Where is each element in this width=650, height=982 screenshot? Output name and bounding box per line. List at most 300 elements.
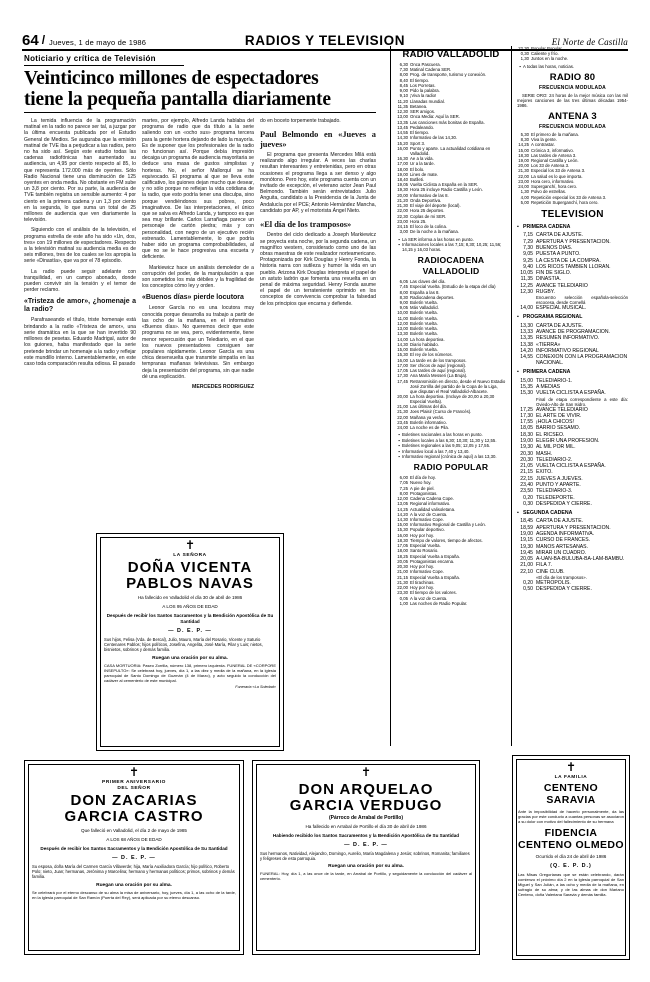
tv-item [517,457,628,463]
bullet-icon: ▪ [398,443,400,449]
station-note [396,438,506,443]
tv-item [517,239,628,245]
tv-item [517,444,628,450]
cross-icon: ✝ [360,765,372,779]
tv-time: 19,30 [520,543,533,550]
tv-channel-heading [517,369,628,375]
tv-item [517,488,628,494]
schedule-time: 9,00 [399,300,408,306]
schedule-program: Informativo de las 8. [410,192,449,198]
tv-program: FIN DE SIGLO. [536,270,572,277]
tv-time: 22,10 [520,568,533,575]
schedule-program: Onda Deportiva. [410,197,442,203]
schedule-program: Las canciones más bonitas de España. [410,119,485,125]
schedule-time: 15,30 [397,527,408,533]
tv-time: 14,20 [520,347,533,354]
schedule-program: Hoy por hoy. [410,532,435,538]
tv-program: DESPEDIDA Y CIERRE. [536,586,592,593]
schedule-program: Protagonistas. [410,490,438,496]
schedule-time: 6,30 [399,62,408,67]
schedule-program: SER amigos. [410,109,436,115]
schedule-time: 17,00 [397,362,408,368]
radio-80-subtitle: FRECUENCIA MODULADA [539,84,606,91]
tv-program: TELEDIARIO-3. [536,488,573,495]
channel-name: SEGUNDA CADENA [523,509,573,516]
schedule-time: 22,00 [397,414,408,420]
article-subheading: Paul Belmondo en «Jueves a jueves» [260,130,376,149]
schedule-time: 14,00 [397,336,408,342]
tv-program: AGENDA INFORMATIVA. [536,530,595,537]
schedule-time: 18,00 [397,548,408,554]
tv-time: 0,20 [523,580,533,587]
radio-listings-column [396,46,506,606]
section-title: RADIOS Y TELEVISION [244,33,406,48]
tv-program: BARRIO SESAMO. [536,425,581,432]
article-paragraph: Dentro del ciclo dedicado a Joseph Markiewicz se proyecta esta noche, por la segunda cadena, un magnífico western, considerado como uno de las obras maestras de este realizador norteamericano. Protagonizada por Kirk Douglas y Henry Fonda, la historia narra con sutileza y humor la vida en un pueblo. Arizona Kirk Douglas interpreta el papel de un astuto ladrón que fomenta una revuelta en un penal de máxima seguridad. Henry Fonda asume el papel de un terrateniente oprimido en los conceptos de convivencia comprobar la falsedad de los principios que encarna y defiende. [260,232,376,307]
tv-item [517,329,628,335]
schedule-program: Especial los 33 de Antena 3. [531,168,586,174]
schedule-program: Retransmisión en directo, desde el Nuevo Estadio José Zorrilla del partido de la Copa de la Liga, que disputan el Real Valladolid-Albacete. [410,378,506,394]
schedule-program: Informativo Cope. [410,516,444,522]
schedule-program: Betanea. [410,103,428,109]
tv-program: CONEXION CON LA PROGRAMACION NACIONAL. [536,354,628,367]
article-byline: MERCEDES RODRIGUEZ [192,383,254,390]
tv-time: 7,15 [523,232,533,239]
tv-program: «TIERRA» [536,341,561,348]
tv-item [517,342,628,348]
obit-death-line: Ha fallecido en Arrabal de Portillo el día 30 de abril de 1986 [305,824,427,829]
tv-item [517,407,628,413]
schedule-program: Hora 25 incluye Radio Castilla y León. [410,187,483,193]
schedule-time: 20,00 [397,192,408,198]
tv-program: ESPECIAL MUSICAL. [536,305,587,312]
tv-time: 9,40 [523,263,533,270]
tv-program: CINE CLUB. [536,568,565,575]
tv-time: 9,25 [523,257,533,264]
tv-program-detail: Final de etapa correspondiente a este día: Oviedo-Alto de San Isidro. [536,396,628,407]
schedule-time: 17,05 [397,368,408,374]
article-column-2 [142,118,254,390]
obit-family: Sus hijos, Felisa (Vda. de Bercal), Julio, Mauro, María del Rosario, Vicente y Saturio Centenares Pablos; hijos políticos, Josefina, Angelita, José María, Pilar y Luis; nietos, bisnietos, sobrinos y demás familia. [104,637,263,653]
station-title-radiocadena-1: RADIOCADENA [417,255,485,266]
schedule-time: 15,00 [518,147,529,153]
schedule-item [396,146,506,156]
article-paragraph: Leonor García no es una locutora muy conocida porque desarrolla su trabajo a partir de las ocho de la mañana, en el informativo «Buenos días». No queremos decir que este programa no se vea, pero, evidentemente, tiene menor repercusión que un Telediario, en el que los nuevos presentadores consiguen ser populares rápidamente. Leonor García es una chica desenvuelta que transmite simpatía en las tempranas mañanas televisivas. Sin embargo deja la presentación del programa, sin que nadie dé una explicación. [142,305,254,380]
tv-program: APERTURA Y PRESENTACION. [536,238,611,245]
tv-time: 18,30 [520,431,533,438]
tv-program: LOS RICOS TAMBIEN LLORAN. [536,263,611,270]
antena-3-subtitle: FRECUENCIA MODULADA [539,123,606,130]
schedule-program: Boletín Vuelta. [410,347,438,353]
obituary-notice-vicenta [96,533,284,751]
cross-icon: ✝ [128,765,140,779]
station-note [396,443,506,448]
schedule-program: El tirachinas. [410,579,435,585]
schedule-time: 12,00 [397,496,408,502]
schedule-program: Popular deportivo. [410,527,445,533]
tv-time: 7,29 [523,238,533,245]
schedule-item [396,394,506,404]
station-title-radiocadena-2: VALLADOLID [422,266,480,277]
article-paragraph: martes, por ejemplo, Alfredo Landa hablaba del programa de radio que da título a la serie saliendo con un «ocho sus» programa tercera para la gente hortera dejando de lado la mayoría. Es de suponer que los profesionales de la radio no funcionan así. Porque debía impresión decaiga un programa de audiencia mayoritaria se deduce una masa de gustos simplistas y horteras. No, el señor Mallorquí se ha equivocado. El programa al que se lleva este calificativo, los guiones dejan mucho que desear, y no sólo porque no reflejan la vida cotidiana de la radio, que esto podría tener una disculpa, sino porque vendiéndonos sus pobres, poco imaginativos. De las interpretaciones, el único que se salva es Alfredo Landa, y tampoco es que sea muy brillante. Carlos Larrañaga parece un personaje de cartón piedra; más y con personalidad, con negro de un ejecutivo recién estrenado. Lamentablemente, lo que podría haber sido un programa comprobabilidades, al que no se le hace progresiva una escueta y deficiente. [142,118,254,261]
tv-item [517,544,628,550]
schedule-time: 20,30 [397,564,408,570]
schedule-time: 14,25 [397,506,408,512]
tv-time: 9,05 [523,251,533,258]
bullet-icon: ▪ [517,314,519,321]
article-paragraph: do en boceto torpemente trabajado. [260,118,341,124]
tv-program-detail: «El día de los tramposos». [536,575,587,581]
tv-time: 18,05 [520,425,533,432]
bullet-icon: ▪ [517,369,519,376]
tv-program: TELEDEPORTE. [536,494,575,501]
obituary-notice-arquelao [252,760,480,955]
station-note [396,454,506,459]
schedule-time: 10,00 [397,310,408,316]
schedule-time: 1,30 [520,189,529,195]
station-note [396,242,506,252]
tv-program: METROPOLIS. [536,580,571,587]
schedule-time: 11,20 [397,98,408,104]
schedule-program: Más Valladolid. [410,305,439,311]
tv-time: 22,15 [520,475,533,482]
tv-program: PUESTA A PUNTO. [536,251,581,258]
schedule-program: Ur a la tarde. [410,161,435,167]
schedule-program: El tiempo. [410,77,430,83]
station-title-radio-80: RADIO 80 [549,71,596,83]
tv-item [517,432,628,438]
schedule-program: Hora cero, informativo. [531,178,575,184]
obituary-notice-centeno [512,755,630,960]
schedule-program: Boletín informativo. [410,419,447,425]
tv-item [517,469,628,475]
schedule-time: 23,45 [397,419,408,425]
schedule-program: Hora 25. [410,218,427,224]
obit-sacraments: Después de recibir los Santos Sacramentos y la Bendición Apostólica de Su Santidad [40,846,228,851]
schedule-program: Boletín Vuelta. [410,310,438,316]
schedule-program: El viaje del deporte (local). [410,203,461,209]
tv-item [517,413,628,419]
note-text: Boletines nacionales a las horas en punto. [402,432,483,438]
schedule-item [517,200,628,205]
schedule-program: El primero de la mañana. [531,131,580,137]
schedule-time: 5,30 [520,131,529,137]
tv-program: INFORMATIVO REGIONAL [536,347,599,354]
tv-time: 17,55 [520,419,533,426]
obit-prefix: LA SEÑORA [173,553,207,558]
tv-time: 13,33 [520,329,533,336]
obit-parish: (Párroco de Arrabal de Portillo) [329,815,403,821]
tv-time: 14,00 [520,305,533,312]
schedule-program: Matinal Cadena SER. [410,67,452,73]
schedule-program: Hora 25 deportes. [410,208,445,214]
schedule-program: Especial Vuelta. [410,543,441,549]
tv-item [517,348,628,354]
schedule-program: Joes Plaisir (Curso de Francés). [410,409,472,415]
schedule-program: Diario hablado. [410,341,439,347]
schedule-time: 13,00 [397,326,408,332]
tv-program: CARTA DE AJUSTE. [536,322,584,329]
tv-program: AL MIL POR MIL. [536,444,576,451]
schedule-time: 8,00 [399,72,408,78]
tv-program: VUELTA CICLISTA A ESPAÑA. [536,390,606,397]
tv-program: EL RICSEO. [536,431,565,438]
schedule-program: La hora deportiva. [410,336,445,342]
tv-program: AVANCE TELEDIARIO [536,406,588,413]
schedule-time: 19,00 [518,158,529,164]
schedule-item [396,425,506,430]
obit-sacraments: Habiendo recibido los Santos Sacramentos y la Bendición Apostólica de Su Santidad [272,833,460,838]
obit-prefix-line-2: DEL SEÑOR [117,786,151,791]
schedule-time: 18,30 [397,537,408,543]
schedule-time: 14,30 [397,135,408,141]
tv-program: TELEDIARIO-1. [536,377,573,384]
schedule-program: Llanadas mundial. [410,98,445,104]
schedule-time: 6,05 [399,279,408,285]
schedule-program: Sport 3. [410,140,426,146]
schedule-program: Boletín Vuelta. [410,331,438,337]
tv-item [517,525,628,531]
schedule-time: 20,00 [397,393,408,399]
schedule-program: Vuelta Ciclista a España en la SER. [410,182,479,188]
schedule-time: 16,00 [397,145,408,151]
schedule-program: Las claves del día. [410,279,446,285]
schedule-time: 18,30 [518,152,529,158]
schedule-program: Informativo Regional de Castilla y León. [410,522,486,528]
schedule-program: Onca Media: Aquí la SER. [410,114,460,120]
schedule-time: 24,00 [397,425,408,431]
schedule-time: 19,30 [397,187,408,193]
schedule-time: 21,30 [518,168,529,174]
tv-item [517,283,628,289]
tv-time: 19,00 [520,530,533,537]
obit-deceased-name-2: CENTENO OLMEDO [518,839,624,851]
obit-details: FUNERAL: Hoy, día 1, a las once de la tarde, en Arrabal de Portillo, y seguidamente la conducción del cadáver al cementerio. [260,871,472,882]
schedule-time: 9,05 [399,305,408,311]
tv-item [517,476,628,482]
tv-program: A MEDIAS [536,383,561,390]
obit-name-line-1: DON ZACARIAS [70,792,198,809]
schedule-time: 22,00 [397,208,408,214]
tv-time: 19,45 [520,549,533,556]
cross-icon: ✝ [184,538,196,552]
tv-item [517,425,628,431]
schedule-program: Boletín Vuelta. [410,326,438,332]
bullet-icon: ▪ [398,448,400,454]
tv-time: 15,00 [520,377,533,384]
channel-name: PRIMERA CADENA [523,369,571,376]
schedule-program: Radiocadena deportes. [410,294,455,300]
schedule-time: 15,00 [397,347,408,353]
headline-line-2: tiene la pequeña pantalla diariamente [24,89,331,110]
tv-time: 11,35 [520,276,533,283]
radio80-preceding-items [517,46,628,62]
obituary-notice-zacarias [24,760,244,955]
tv-time: 13,35 [520,335,533,342]
schedule-program: Prog. de transporte, turismo y conexión. [410,72,487,78]
schedule-time: 6,00 [399,475,408,481]
schedule-program: Las tardes de Antena 3. [531,152,577,158]
issue-date: Jueves, 1 de mayo de 1986 [49,38,147,47]
tv-program: CARTA DE AJUSTE. [536,518,584,525]
schedule-time: 7,30 [399,67,408,73]
schedule-time: 15,30 [397,352,408,358]
schedule-item [396,379,506,394]
obit-name-line-2: GARCIA VERDUGO [289,797,443,814]
obit-prayer: Ruegan una oración por su alma. [328,864,404,870]
station-note [517,64,628,69]
obit-deceased-name-1: FIDENCIA [544,827,598,839]
tv-item [517,264,628,270]
schedule-time: 4,00 [520,194,529,200]
schedule-time: 14,25 [518,142,529,148]
tv-time: 21,00 [520,562,533,569]
schedule-program: Regional informativo. [410,501,451,507]
tv-time: 12,30 [520,289,533,296]
tv-program: EXITO. [536,469,553,476]
schedule-time: 20,00 [518,163,529,169]
schedule-time: 16,00 [397,532,408,538]
tv-program: ¡HOLA CHICOS! [536,419,574,426]
tv-item [517,463,628,469]
schedule-item [517,56,628,61]
tv-item [517,354,628,366]
tv-time: 23,50 [520,488,533,495]
schedule-program: Repetición Superganchí, hora cero. [531,199,599,205]
tv-program-detail: Encuentro selección española-selección escocesa, desde Cornellá [536,295,628,306]
schedule-program: Butlleti. [410,176,425,182]
obit-family-name: CENTENO SARAVIA [543,782,599,806]
schedule-program: Santo Rosario. [410,548,439,554]
tv-item [517,451,628,457]
television-section-title: TELEVISION [541,208,604,220]
obit-name-line-1: DON ARQUELAO [298,781,434,798]
tv-item [517,251,628,257]
tv-time: 19,00 [520,437,533,444]
schedule-program: Especial Vuelta a España. [410,574,461,580]
schedule-time: 23,00 [518,178,529,184]
tv-time: 13,30 [520,322,533,329]
schedule-time: 9,00 [399,88,408,94]
schedule-program: La hora deportiva. (Incluye de 20,00 a 20,30 Especial Vuelta). [410,393,495,404]
schedule-program: Pido la palabra. [410,88,440,94]
tv-time: 19,15 [520,537,533,544]
tv-item [517,390,628,396]
schedule-time: 15,00 [397,522,408,528]
obit-funeral-home: Funeraria «La Soledad» [235,684,276,689]
station-title-radio-popular: RADIO POPULAR [413,462,489,473]
article-paragraph: La radio puede seguir adelante con tranquilidad, en un campo abonado, donde pueden convivir sin la tensión y el temor de perder reclamo. [24,268,136,294]
schedule-time: 17,00 [397,161,408,167]
article-column-1 [24,118,136,371]
article-headline [24,68,376,110]
schedule-time: 16,00 [397,357,408,363]
schedule-time: 13,35 [397,119,408,125]
schedule-time: 18,25 [397,553,408,559]
tv-time: 15,30 [520,390,533,397]
tv-program: DESPEDIDA Y CIERRE. [536,500,592,507]
schedule-program: Especial Vuelta a España. [410,553,461,559]
bullet-icon: ▪ [519,63,521,69]
tv-item [517,495,628,501]
radiopopular-schedule [396,475,506,606]
article-subheading: «Tristeza de amor», ¿homenaje a la radio? [24,298,136,314]
tv-item [517,232,628,238]
obit-name-line-2: GARCIA CASTRO [64,808,204,825]
schedule-time: 13,30 [397,331,408,337]
schedule-program: El tiempo. [410,130,430,136]
obit-dep: — D. E. P. — [168,628,212,634]
radiocadena-schedule [396,279,506,430]
tv-item [517,438,628,444]
tv-program: JUEVES A JUEVES. [536,475,583,482]
tv-program: A-UAN-BA-BULUBA-BA-LAM-BAMBU. [536,556,625,563]
schedule-time: 14,55 [397,130,408,136]
channel-name: PRIMERA CADENA [523,223,571,230]
tv-program: FILA 7. [536,562,553,569]
obit-sacraments: Después de recibir los Santos Sacramentos y la Bendición Apostólica de Su Santidad [106,613,274,624]
schedule-time: 8,00 [399,289,408,295]
schedule-time: 8,30 [399,294,408,300]
note-text: Boletines regionales a las 9,05; 12,05 y 17,55. [402,443,491,449]
tv-time: 21,15 [520,469,533,476]
schedule-time: 7,45 [399,284,408,290]
schedule-program: El tiempo de los valores. [410,590,457,596]
schedule-time: 20,05 [397,558,408,564]
tv-time: 12,25 [520,282,533,289]
schedule-time: 15,20 [397,140,408,146]
station-note [396,449,506,454]
tv-item [517,518,628,524]
tv-item [517,580,628,586]
schedule-time: 22,00 [518,173,529,179]
tv-program: TELEDIARIO-2. [536,456,573,463]
schedule-time: 1,00 [399,600,408,606]
schedule-time: 14,20 [397,511,408,517]
obit-death-line: Que falleció en Valladolid, el día 2 de mayo de 1985 [81,828,187,833]
schedule-time: 16,30 [397,156,408,162]
tv-item [517,323,628,329]
tv-item [517,245,628,251]
article-paragraph: Parafraseando el título, triste homenaje está brindando a la radio «Tristeza de amor», una serie dramática en la que se han invertido 90 millones de pesetas. Eduardo Madrigal, autor de los guiones, haba manifestado que la serie pretende brindar un homenaje a la radio y reflejar este mundillo interno. Lamentablemente, en este caso toda comparación resulta odiosa. El pasado [24,317,136,367]
radio-valladolid-schedule [396,62,506,234]
bullet-icon: ▪ [398,236,400,242]
schedule-time: 11,35 [397,103,408,109]
schedule-time: 21,00 [397,569,408,575]
tv-item [517,569,628,575]
obit-details: CASA MORTUORIA: Paseo Zorrilla, número 138, primero izquierda. FUNERAL DE «CORPORE INSEPULTO»: Se celebrará hoy, jueves, día 1, a las diez y media de la mañana, en la iglesia parroquial de Santo Domingo de Guzmán (4 de Marzo), y acto seguido la conducción del cadáver al cementerio de este municipal. [104,662,276,683]
schedule-program: Nuevo hoy. [410,480,432,486]
obit-dep: (Q. E. P. D.) [550,863,592,869]
bullet-icon: ▪ [398,432,400,438]
obit-dep: — D. E. P. — [344,842,388,848]
obit-death-line: Ha fallecido en Valladolid el día 30 de abril de 1986 [137,595,243,600]
obit-name-line-2: PABLOS NAVAS [126,575,254,592]
schedule-time: 8,45 [399,82,408,88]
schedule-time: 3,00 [399,229,408,235]
schedule-time: 9,10 [399,93,408,99]
tv-item [517,556,628,562]
tv-item [517,419,628,425]
obit-prefix: LA FAMILIA [554,775,588,780]
schedule-program: Coplas de mi SER. [410,213,447,219]
schedule-time: 19,05 [397,182,408,188]
tv-schedule-regional [517,323,628,366]
schedule-time: 7,25 [399,485,408,491]
obit-family: Sus hermanos, Natividad, Alejandro, Domingo, Aurelio, María Magdalena y Jesús; sobrinos, Romanita; familiares y feligreses de esta parroquia. [260,851,470,862]
schedule-program: Hoy por hoy. [410,564,435,570]
article-subheading: «El día de los tramposos» [260,220,352,230]
